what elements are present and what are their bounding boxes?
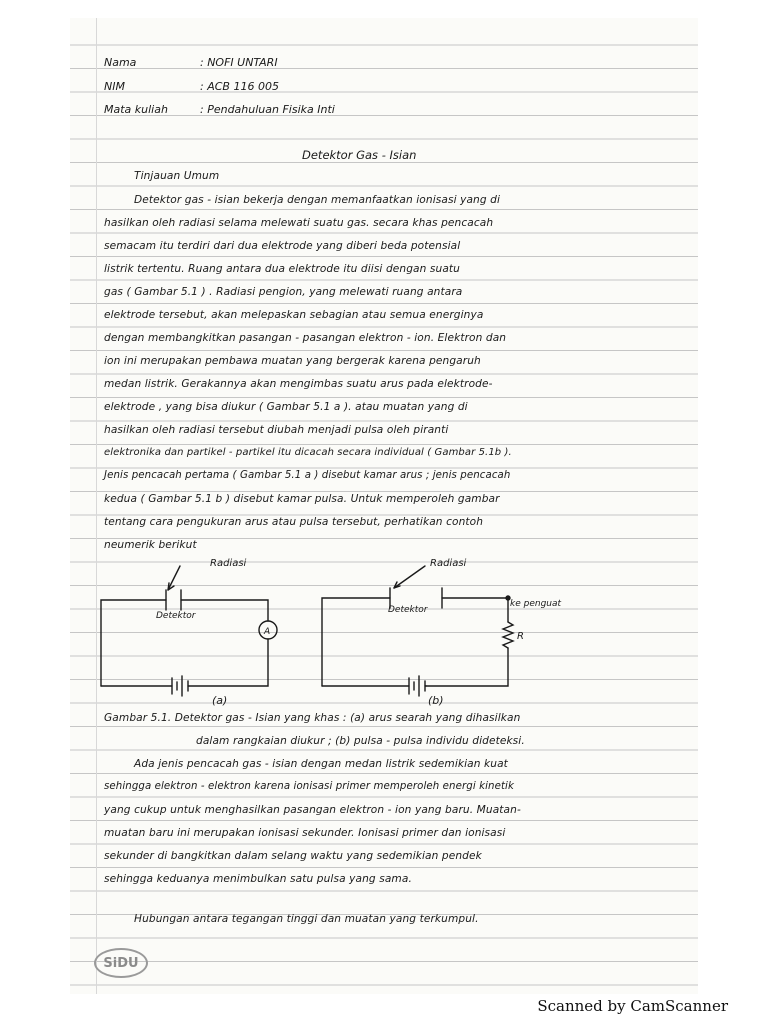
figure-caption-line: Gambar 5.1. Detektor gas - Isian yang khas : (a) arus searah yang dihasilkan — [104, 712, 521, 724]
text-line: Ada jenis pencacah gas - isian dengan medan listrik sedemikian kuat — [134, 758, 508, 770]
closing-line: Hubungan antara tegangan tinggi dan muatan yang terkumpul. — [134, 913, 479, 925]
text-line: muatan baru ini merupakan ionisasi sekunder. Ionisasi primer dan ionisasi — [104, 827, 506, 839]
battery-icon — [409, 676, 425, 696]
caption-b: (b) — [428, 694, 444, 707]
name-value: : NOFI UNTARI — [200, 56, 278, 69]
scanner-footer: Scanned by CamScanner — [537, 997, 728, 1015]
caption-a: (a) — [212, 694, 228, 707]
wire — [426, 648, 508, 686]
text-line: sekunder di bangkitkan dalam selang waktu yang sedemikian pendek — [104, 850, 482, 862]
wire — [442, 598, 508, 622]
text-line: medan listrik. Gerakannya akan mengimbas suatu arus pada elektrode- — [104, 378, 493, 390]
text-line: elektrode tersebut, akan melepaskan sebagian atau semua energinya — [104, 309, 484, 321]
text-line: kedua ( Gambar 5.1 b ) disebut kamar pulsa. Untuk memperoleh gambar — [104, 493, 500, 505]
page-title: Detektor Gas - Isian — [302, 148, 417, 162]
figure-caption-line: dalam rangkaian diukur ; (b) pulsa - pulsa individu dideteksi. — [196, 735, 525, 747]
course-value: : Pendahuluan Fisika Inti — [200, 103, 335, 116]
course-label: Mata kuliah — [104, 103, 168, 116]
text-line: sehingga keduanya menimbulkan satu pulsa yang sama. — [104, 873, 412, 885]
detector-label-a: Detektor — [156, 611, 196, 621]
resistor-label: R — [517, 631, 524, 642]
radiation-label-b: Radiasi — [430, 558, 467, 569]
text-line: hasilkan oleh radiasi selama melewati suatu gas. secara khas pencacah — [104, 217, 494, 229]
text-line: tentang cara pengukuran arus atau pulsa tersebut, perhatikan contoh — [104, 516, 484, 528]
circuit-a — [101, 566, 277, 696]
text-line: elektronika dan partikel - partikel itu dicacah secara individual ( Gambar 5.1b ). — [104, 447, 512, 458]
text-line: listrik tertentu. Ruang antara dua elektrode itu diisi dengan suatu — [104, 263, 460, 275]
text-line: sehingga elektron - elektron karena ionisasi primer memperoleh energi kinetik — [104, 781, 514, 792]
notebook-page — [70, 18, 698, 994]
nim-value: : ACB 116 005 — [200, 80, 279, 93]
ammeter-label: A — [264, 627, 271, 637]
resistor-icon — [503, 622, 513, 648]
text-line: Detektor gas - isian bekerja dengan memanfaatkan ionisasi yang di — [134, 194, 501, 206]
text-line: semacam itu terdiri dari dua elektrode yang diberi beda potensial — [104, 240, 461, 252]
wire — [188, 639, 268, 686]
battery-icon — [172, 676, 188, 696]
circuit-diagram — [70, 18, 698, 718]
amplifier-label: ke penguat — [510, 599, 562, 609]
detector-label-b: Detektor — [388, 605, 428, 615]
nim-label: NIM — [104, 80, 125, 93]
text-line: dengan membangkitkan pasangan - pasangan elektron - ion. Elektron dan — [104, 332, 507, 344]
radiation-label-a: Radiasi — [210, 558, 247, 569]
wire — [322, 598, 390, 686]
text-line: elektrode , yang bisa diukur ( Gambar 5.1 a ). atau muatan yang di — [104, 401, 468, 413]
circuit-b — [322, 566, 513, 696]
section-heading: Tinjauan Umum — [134, 170, 220, 182]
text-line: hasilkan oleh radiasi tersebut diubah menjadi pulsa oleh piranti — [104, 424, 449, 436]
name-label: Nama — [104, 56, 137, 69]
text-line: ion ini merupakan pembawa muatan yang bergerak karena pengaruh — [104, 355, 481, 367]
text-line: neumerik berikut — [104, 539, 197, 551]
logo-stamp: SiDU — [94, 948, 148, 978]
text-line: Jenis pencacah pertama ( Gambar 5.1 a ) disebut kamar arus ; jenis pencacah — [104, 470, 511, 481]
text-line: yang cukup untuk menghasilkan pasangan elektron - ion yang baru. Muatan- — [104, 804, 521, 816]
radiation-arrow-icon — [394, 566, 425, 588]
text-line: gas ( Gambar 5.1 ) . Radiasi pengion, yang melewati ruang antara — [104, 286, 463, 298]
